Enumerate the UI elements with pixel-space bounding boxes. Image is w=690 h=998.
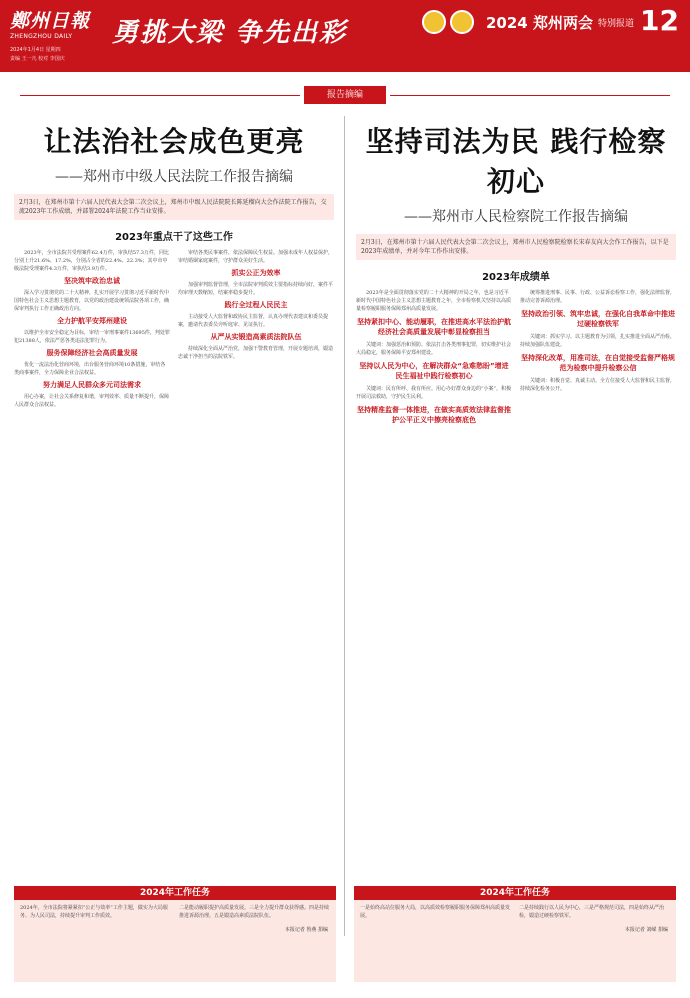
paragraph: 审结各类民事案件，依法保障民生权益。加强未成年人权益保护，审结婚姻家庭案件，守护群众美好生活。 — [178, 250, 334, 264]
section-heading: 全力护航平安郑州建设 — [57, 317, 127, 325]
paragraph: 持续深化全面从严治党，加强干警教育管理，开展专题培训，锻造忠诚干净担当的法院铁军。 — [178, 346, 334, 360]
section-heading: 努力满足人民群众多元司法需求 — [43, 381, 141, 389]
tasks-text: 一是始终高站位服务大局，以高质效检察履职服务保障郑州高质量发展。 — [360, 905, 511, 919]
session-title: 2024 郑州两会 — [486, 14, 593, 32]
byline: 本报记者 鲁燕 捐编 — [284, 927, 328, 933]
section-heading: 坚决筑牢政治忠诚 — [64, 277, 120, 285]
meta-editors: 责编 王一凡 校对 李国庆 — [10, 56, 65, 62]
paragraph: 主动接受人大监督和政协民主监督，认真办理代表建议和委员提案，邀请代表委员旁听庭审、见证执行。 — [178, 314, 329, 328]
key-heading: 坚持精准监督一体推进，在做实高质效法律监督推护公平正义中擦亮检察底色 — [357, 406, 511, 424]
text-column — [356, 289, 512, 889]
tasks-body — [354, 900, 676, 924]
year-heading: 2023年成绩单 — [482, 272, 550, 283]
court-report-article — [14, 120, 334, 849]
procuratorate-tasks-box — [354, 886, 676, 982]
tasks-text: 二是能动履职提护高质量发展。三是全力提升群众获得感。四是持续推进诉源治理。五是锻造高素质法院队伍。 — [179, 905, 330, 919]
key-heading: 坚持紧扣中心、能动履职，在推进高水平法治护航经济社会高质量发展中彰显检察担当 — [357, 318, 511, 336]
tasks-text: 二是持续践行以人民为中心，三是严格规范司法，四是始终从严治检，锻造过硬检察铁军。 — [519, 905, 665, 919]
paragraph: 加强审判监督管理，全市法院审判质效主要指标持续向好，案件平均审理天数缩短，结案率稳步提升。 — [178, 282, 334, 296]
article-columns — [14, 249, 334, 849]
article-title[interactable]: 让法治社会成色更亮 — [43, 125, 305, 158]
article-title[interactable]: 坚持司法为民 践行检察初心 — [365, 125, 667, 198]
text-column — [178, 249, 334, 849]
article-lead: 2月3日，在郑州市第十六届人民代表大会第二次会议上，郑州市人民检察院检察长宋春友向大会作工作报告，以下是2023年成绩单，并对今年工作作出安排。 — [356, 234, 676, 260]
year-heading: 2023年重点干了这些工作 — [115, 232, 233, 243]
court-tasks-box — [14, 886, 336, 982]
column-divider — [344, 116, 345, 936]
logo-en: ZHENGZHOU DAILY — [10, 33, 73, 40]
newspaper-logo[interactable] — [10, 6, 90, 40]
paragraph: 关键词：抓实学习。以主题教育为引领，扎实推进全面从严治检，持续加强队伍建设。 — [520, 334, 676, 348]
tasks-body — [14, 900, 336, 924]
paragraph: 用心办案，让社会关系修复和谐，审判效率、质量不断提升，保障人民群众合法权益。 — [14, 394, 170, 408]
paragraph: 关键词：民有所呼、我有所应。用心办好群众身边的“小案”，积极开展司法救助，守护民生民利。 — [356, 386, 512, 400]
session-subtitle: 特别报道 — [598, 19, 635, 29]
logo-cn: 鄭州日報 — [10, 10, 91, 32]
key-heading: 坚持政治引领、筑牢忠诚，在强化自我革命中推进过硬检察铁军 — [521, 310, 675, 328]
page-number: 12 — [640, 4, 679, 37]
byline: 本报记者 刘嵘 捐编 — [624, 927, 668, 933]
section-tag: 报告摘编 — [304, 86, 386, 104]
paragraph: 2023年是全面贯彻落实党的二十大精神的开局之年，也是习近平新时代中国特色社会主义思想主题教育之年，全市检察机关坚持以高质量检察履职服务保障郑州高质量发展。 — [356, 290, 512, 312]
meta-date: 2024年1月4日 星期四 — [10, 47, 61, 53]
paragraph: 以维护全市安全稳定为目标，审结一审刑事案件13695件，判处罪犯21388人，依法严惩各类违法犯罪行为。 — [14, 330, 170, 344]
article-subtitle: ——郑州市人民检察院工作报告摘编 — [404, 209, 628, 225]
key-heading: 坚持深化改革，用准司法，在自觉接受监督严格规范为检察中提升检察公信 — [521, 354, 675, 372]
paragraph: 关键词：积极自觉、真诚主动。全方位接受人大监督和民主监督，持续深化检务公开。 — [520, 378, 676, 392]
text-column — [14, 249, 170, 849]
masthead — [0, 0, 690, 72]
tasks-heading: 2024年工作任务 — [14, 886, 336, 900]
section-heading: 从严从实锻造高素质法院队伍 — [210, 333, 302, 341]
tasks-text: 2024年，全市法院将紧紧扣“公正与效率”工作主题，做实为大局服务、为人民司法，持续提升审判工作质效。 — [20, 905, 168, 919]
paragraph: 2023年，全市法院共受理案件62.4万件，审执结57.3万件，同比分别上升21.6%、17.2%，分别占全省的22.4%、22.3%；其中市中级法院受理案件4.3万件，审执结3.9万件。 — [14, 250, 169, 272]
text-column — [520, 289, 676, 889]
section-heading: 服务保障经济社会高质量发展 — [46, 349, 138, 357]
article-columns — [356, 289, 676, 889]
cppcc-emblem-icon — [450, 10, 474, 34]
article-lead: 2月3日，在郑州市第十六届人民代表大会第二次会议上，郑州市中级人民法院院长陈延榴向大会作法院工作报告，交流2023年工作成绩，并部署2024年法院工作当业安排。 — [14, 194, 334, 220]
paragraph: 统筹推进刑事、民事、行政、公益诉讼检察工作，强化法律监督，推动完善诉源治理。 — [520, 290, 676, 304]
paragraph: 优化一流法治化营商环境，出台服务营商环境10条措施，审结各类商事案件，全力保障企业合法权益。 — [14, 362, 166, 376]
key-heading: 坚持以人民为中心，在解决群众“急难愁盼”增进民生福祉中践行检察初心 — [359, 362, 509, 380]
article-subtitle: ——郑州市中级人民法院工作报告摘编 — [55, 169, 293, 185]
paragraph: 关键词：加强惩治和预防。依法打击各类刑事犯罪，切实维护社会大局稳定，服务保障平安郑州建设。 — [356, 342, 512, 356]
masthead-meta — [10, 46, 65, 64]
procuratorate-report-article — [356, 120, 676, 889]
paragraph: 深入学习贯彻党的二十大精神，扎实开展学习贯彻习近平新时代中国特色社会主义思想主题教育，以党的政治建设统领法院各项工作，确保审判执行工作正确政治方向。 — [14, 290, 170, 312]
tag-rule-right — [390, 95, 670, 96]
tasks-heading: 2024年工作任务 — [354, 886, 676, 900]
section-heading: 践行全过程人民民主 — [224, 301, 288, 309]
national-emblem-icon — [422, 10, 446, 34]
section-heading: 抓实公正为效率 — [231, 269, 281, 277]
tag-rule-left — [20, 95, 300, 96]
page-slogan: 勇挑大梁 争先出彩 — [112, 18, 348, 48]
